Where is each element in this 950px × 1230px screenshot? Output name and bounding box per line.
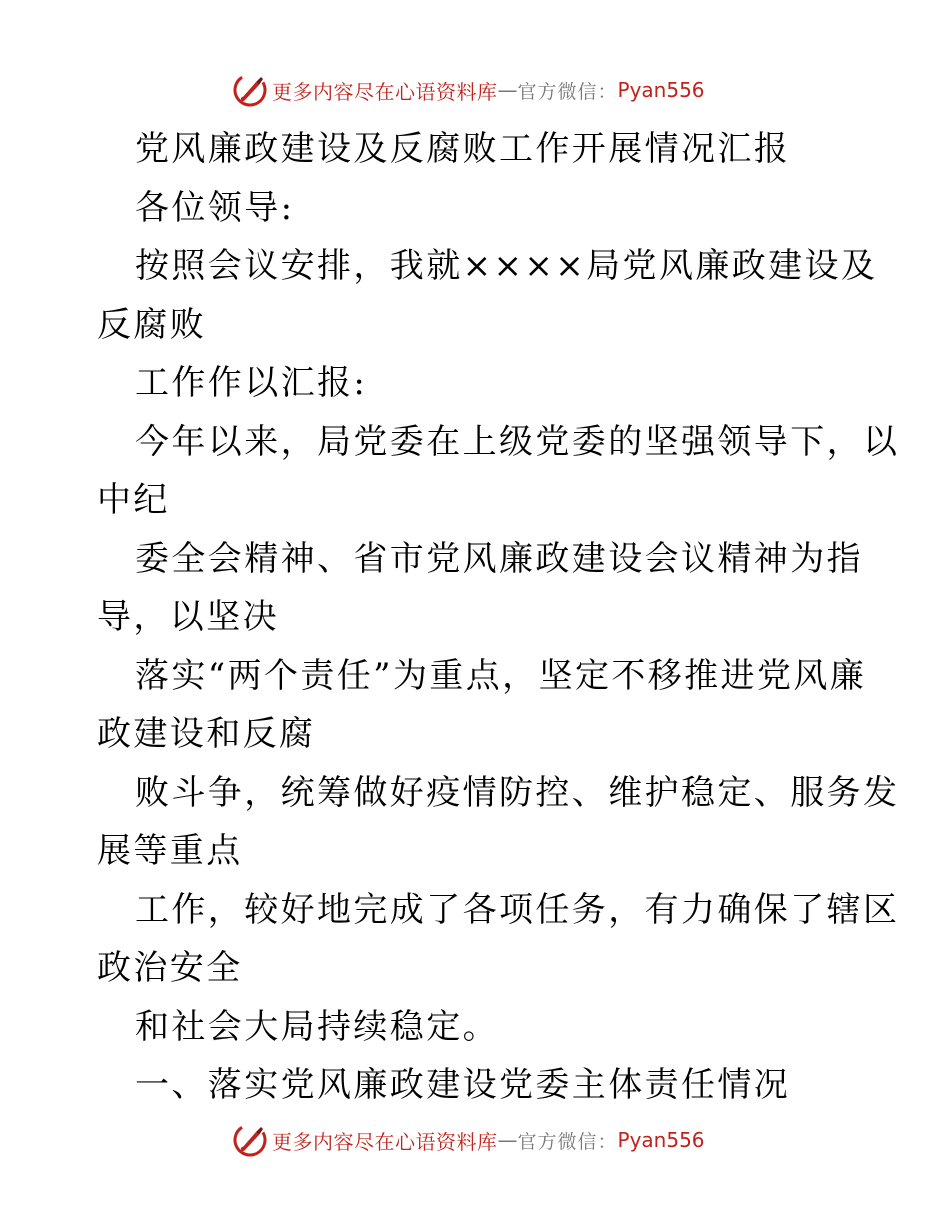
header-separator: —: [497, 78, 518, 102]
header-site-text: 更多内容尽在心语资料库: [272, 79, 498, 104]
document-title: 党风廉政建设及反腐败工作开展情况汇报: [135, 129, 791, 169]
footer-site-text: 更多内容尽在心语资料库: [272, 1129, 498, 1154]
salutation: 各位领导:: [135, 187, 295, 228]
paragraph-line: 展等重点: [97, 831, 243, 871]
footer-watermark: [232, 1120, 705, 1160]
paragraph-line: 反腐败: [97, 304, 207, 345]
paragraph-line: 落实“两个责任”为重点，坚定不移推进党风廉: [135, 655, 867, 696]
paragraph-line: 政建设和反腐: [97, 714, 316, 754]
brush-seal-logo-icon: [232, 72, 268, 108]
footer-official-label: 官方微信：: [517, 1130, 618, 1153]
paragraph-line: 政治安全: [97, 948, 243, 988]
paragraph-line: 今年以来，局党委在上级党委的坚强领导下，以: [135, 421, 900, 462]
paragraph-line: 和社会大局持续稳定。: [135, 1006, 499, 1047]
paragraph-line: 败斗争，统筹做好疫情防控、维护稳定、服务发: [135, 772, 900, 813]
paragraph-line: 中纪: [97, 480, 170, 520]
paragraph-line: 工作作以汇报:: [135, 363, 368, 403]
header-watermark: [232, 70, 705, 110]
header-official-label: 官方微信：: [517, 80, 618, 103]
document-body: [97, 120, 900, 1115]
section-heading: 一、落实党风廉政建设党委主体责任情况: [135, 1065, 791, 1105]
brush-seal-logo-icon: [232, 1122, 268, 1158]
paragraph-line: 导，以坚决: [97, 597, 279, 637]
paragraph-line: 工作，较好地完成了各项任务，有力确保了辖区: [135, 889, 900, 930]
footer-wechat-id: Pyan556: [617, 1128, 705, 1152]
paragraph-line: 按照会议安排，我就××××局党风廉政建设及: [135, 246, 878, 286]
header-wechat-id: Pyan556: [617, 78, 705, 102]
footer-separator: —: [497, 1128, 518, 1152]
paragraph-line: 委全会精神、省市党风廉政建设会议精神为指: [135, 538, 863, 579]
